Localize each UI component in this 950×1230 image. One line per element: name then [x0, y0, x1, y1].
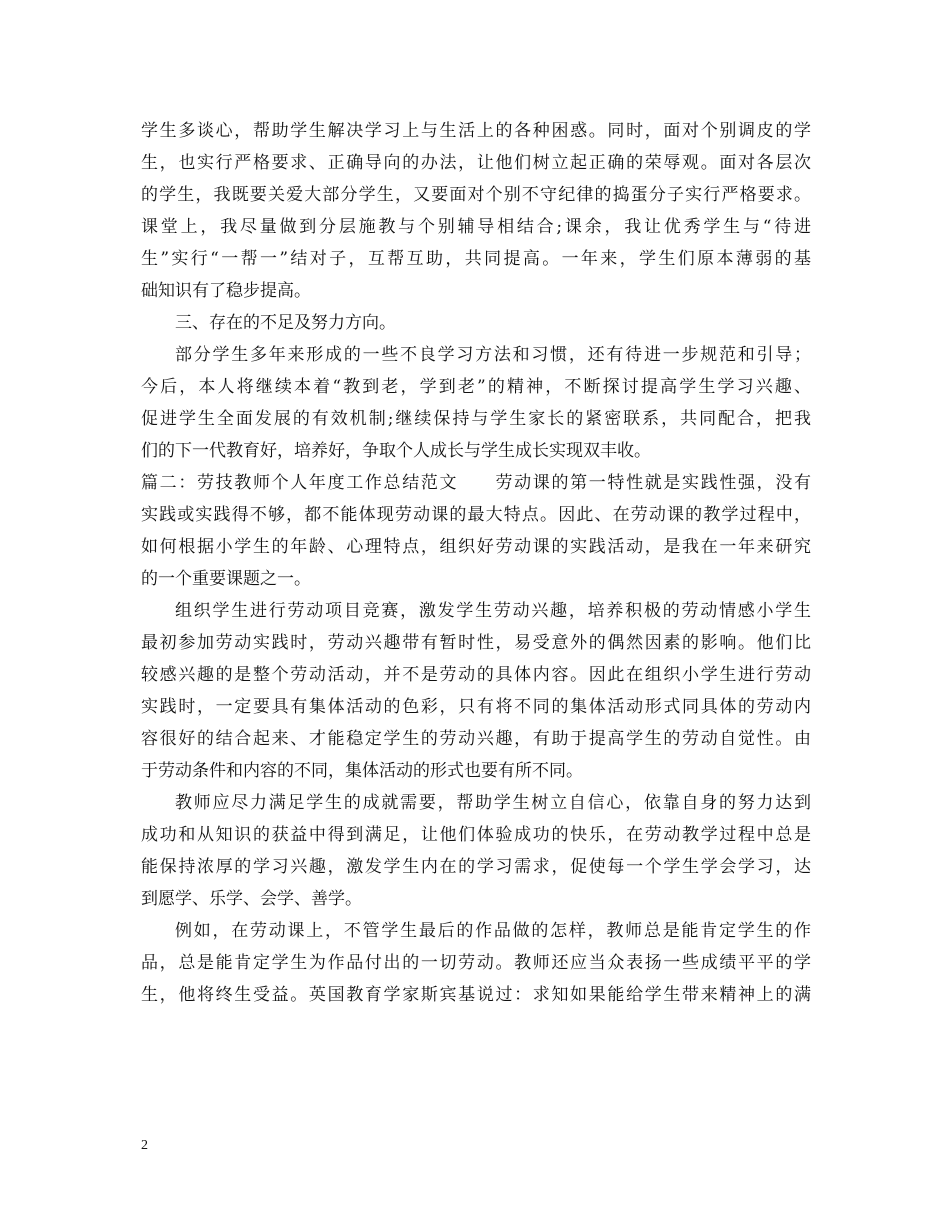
- text-line: 们的下一代教育好，培养好，争取个人成长与学生成长实现双丰收。: [141, 441, 651, 461]
- text-line: 例如，在劳动课上，不管学生最后的作品做的怎样，教师总是能肯定学生的作: [175, 921, 811, 941]
- text-line: 最初参加劳动实践时，劳动兴趣带有暂时性，易受意外的偶然因素的影响。他们比: [141, 633, 811, 653]
- text-line: 的一个重要课题之一。: [141, 569, 311, 589]
- text-line: 今后，本人将继续本着“教到老，学到老”的精神，不断探讨提高学生学习兴趣、: [141, 377, 811, 397]
- text-line: 部分学生多年来形成的一些不良学习方法和习惯，还有待进一步规范和引导；: [175, 345, 811, 365]
- text-line: 品，总是能肯定学生为作品付出的一切劳动。教师还应当众表扬一些成绩平平的学: [141, 953, 811, 973]
- text-line: 生，他将终生受益。英国教育学家斯宾基说过：求知如果能给学生带来精神上的满: [141, 985, 811, 1005]
- text-line: 生”实行“一帮一”结对子，互帮互助，共同提高。一年来，学生们原本薄弱的基: [141, 249, 811, 269]
- text-line: 的学生，我既要关爱大部分学生，又要面对个别不守纪律的捣蛋分子实行严格要求。: [141, 185, 811, 205]
- section-title-line: 篇二：劳技教师个人年度工作总结范文 劳动课的第一特性就是实践性强，没有: [141, 473, 811, 493]
- text-line: 于劳动条件和内容的不同，集体活动的形式也要有所不同。: [141, 761, 583, 781]
- text-line: 如何根据小学生的年龄、心理特点，组织好劳动课的实践活动，是我在一年来研究: [141, 537, 811, 557]
- text-line: 容很好的结合起来、才能稳定学生的劳动兴趣，有助于提高学生的劳动自觉性。由: [141, 729, 811, 749]
- text-line: 教师应尽力满足学生的成就需要，帮助学生树立自信心，依靠自身的努力达到: [175, 793, 811, 813]
- text-line: 较感兴趣的是整个劳动活动，并不是劳动的具体内容。因此在组织小学生进行劳动: [141, 665, 811, 685]
- body-text: [141, 115, 811, 1011]
- text-line: 促进学生全面发展的有效机制;继续保持与学生家长的紧密联系，共同配合，把我: [141, 409, 811, 429]
- text-line: 实践或实践得不够，都不能体现劳动课的最大特点。因此、在劳动课的教学过程中，: [141, 505, 811, 525]
- section-heading: 三、存在的不足及努力方向。: [175, 313, 396, 333]
- page-number: 2: [141, 1138, 148, 1153]
- text-line: 学生多谈心，帮助学生解决学习上与生活上的各种困惑。同时，面对个别调皮的学: [141, 121, 811, 141]
- text-line: 课堂上，我尽量做到分层施教与个别辅导相结合;课余，我让优秀学生与“待进: [141, 217, 811, 237]
- text-line: 能保持浓厚的学习兴趣，激发学生内在的学习需求，促使每一个学生学会学习，达: [141, 857, 811, 877]
- text-line: 成功和从知识的获益中得到满足，让他们体验成功的快乐，在劳动教学过程中总是: [141, 825, 811, 845]
- text-line: 实践时，一定要具有集体活动的色彩，只有将不同的集体活动形式同具体的劳动内: [141, 697, 811, 717]
- text-line: 到愿学、乐学、会学、善学。: [141, 889, 362, 909]
- text-line: 础知识有了稳步提高。: [141, 281, 311, 301]
- text-line: 生，也实行严格要求、正确导向的办法，让他们树立起正确的荣辱观。面对各层次: [141, 153, 811, 173]
- text-line: 组织学生进行劳动项目竞赛，激发学生劳动兴趣，培养积极的劳动情感小学生: [175, 601, 811, 621]
